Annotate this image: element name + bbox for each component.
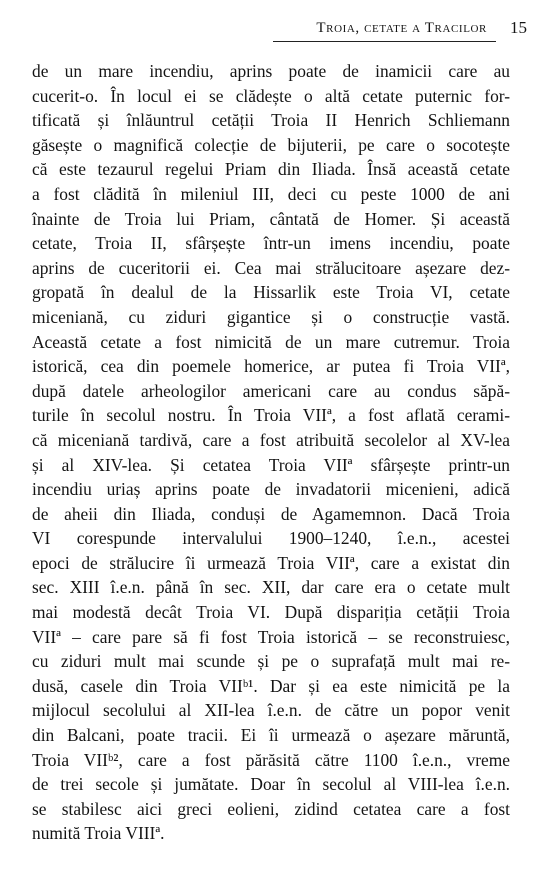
text-line: cucerit-o. În locul ei se clădește o altă cetate puternic for- [32,85,510,106]
text-line: de un mare incendiu, aprins poate de inamicii care au [32,61,510,81]
text-line: Troia VIIᵇ², care a fost părăsită către 1100 î.e.n., vreme [32,749,510,770]
text-line: istorică, cea din poemele homerice, ar putea fi Troia VIIª, [32,356,510,377]
running-title: Troia, cetate a Tracilor [316,20,487,36]
text-line: înainte de Troia lui Priam, cântată de Homer. Și această [32,208,510,229]
text-line: că este tezaurul regelui Priam din Iliada. Însă această cetate [32,159,510,180]
text-line: VIIª – care pare să fi fost Troia istorică – se reconstruiesc, [32,626,510,647]
text-line: cu ziduri mult mai scunde și pe o suprafață mult mai re- [32,651,510,672]
text-line: miceniană, cu ziduri gigantice și o construcție vastă. [32,306,510,327]
text-line: numită Troia VIIIª. [32,823,165,844]
page-number: 15 [510,18,527,37]
text-line: se stabilesc aici greci eolieni, zidind cetatea care a fost [32,798,510,819]
body-text [32,59,510,846]
text-line: că miceniană tardivă, care a fost atribuită secolelor al XV-lea [32,429,510,450]
text-line: tificată și înlăuntrul cetății Troia II Henrich Schliemann [32,110,510,131]
text-line: aprins de cuceritorii ei. Cea mai strălucitoare așezare dez- [32,257,510,278]
text-line: de trei secole și jumătate. Doar în secolul al VIII-lea î.e.n. [32,774,510,795]
text-line: mai modestă decât Troia VI. După dispariția cetății Troia [32,602,510,623]
text-line: epoci de strălucire îi urmează Troia VIIª, care a existat din [32,552,510,573]
text-line: gropată în dealul de la Hissarlik este Troia VI, cetate [32,282,510,303]
text-line: din Balcani, poate tracii. Ei îi urmează o așezare măruntă, [32,725,510,746]
text-line: VI corespunde intervalului 1900–1240, î.e.n., acestei [32,528,510,549]
running-header [0,20,539,44]
text-line: a fost clădită în mileniul III, deci cu peste 1000 de ani [32,183,510,204]
text-line: dusă, casele din Troia VIIᵇ¹. Dar și ea este nimicită pe la [32,675,510,696]
text-line: cetate, Troia II, sfârșește într-un imens incendiu, poate [32,233,510,254]
text-line: sec. XIII î.e.n. până în sec. XII, dar care era o cetate mult [32,577,510,598]
text-line: Această cetate a fost nimicită de un mare cutremur. Troia [32,331,510,352]
text-line: găsește o magnifică colecție de bijuterii, pe care o socotește [32,134,510,155]
text-line: mijlocul secolului al XII-lea î.e.n. de către un popor venit [32,700,510,721]
text-line: de aheii din Iliada, conduși de Agamemnon. Dacă Troia [32,503,510,524]
text-line: și al XIV-lea. Și cetatea Troia VIIª sfârșește printr-un [32,454,510,475]
text-line: incendiu uriaș aprins poate de invadatorii micenieni, adică [32,479,510,500]
text-line: turile în secolul nostru. În Troia VIIª, a fost aflată cerami- [32,405,510,426]
text-line: după datele arheologilor americani care au condus săpă- [32,380,510,401]
header-rule [273,41,496,42]
